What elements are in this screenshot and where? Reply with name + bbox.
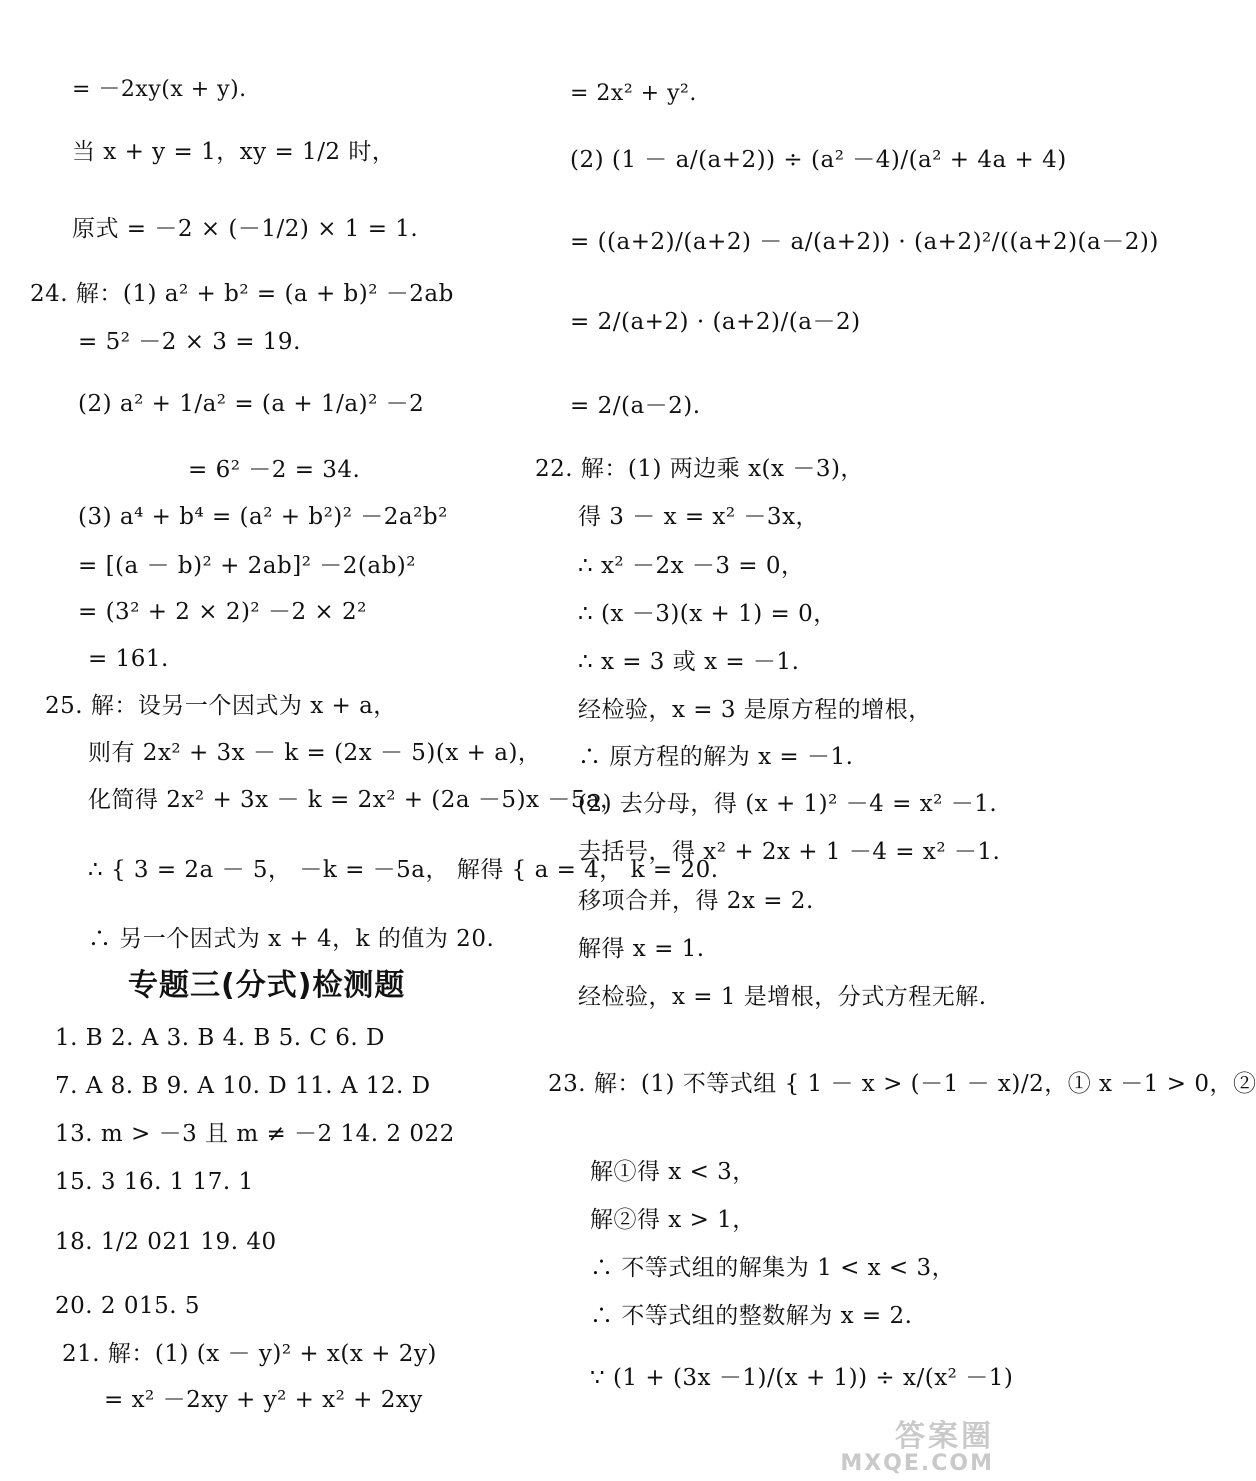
q22-line-12: 经检验，x = 1 是增根，分式方程无解. <box>578 984 987 1010</box>
q23-line-3: 解②得 x > 1， <box>590 1207 756 1233</box>
watermark-url: MXQE.COM <box>840 1451 994 1476</box>
q24-line-5: (3) a⁴ + b⁴ = (a² + b²)² －2a²b² <box>78 504 448 530</box>
q21-cont-1: = 2x² + y². <box>570 81 697 106</box>
q23-line-1: 23. 解：(1) 不等式组 { 1 － x > (－1 － x)/2，① x －1 > 0，② <box>548 1071 1256 1097</box>
answers-line-4: 15. 3 16. 1 17. 1 <box>55 1169 254 1195</box>
q24-line-1: 24. 解：(1) a² + b² = (a + b)² －2ab <box>30 281 454 307</box>
q21-cont-3: = ((a+2)/(a+2) － a/(a+2)) · (a+2)²/((a+2)(a－2)) <box>570 229 1159 255</box>
q23-line-5: ∴ 不等式组的整数解为 x = 2. <box>590 1303 913 1329</box>
q22-line-2: 得 3 － x = x² －3x， <box>578 504 820 530</box>
answers-line-3: 13. m > －3 且 m ≠ －2 14. 2 022 <box>55 1121 455 1147</box>
q21-cont-2: (2) (1 － a/(a+2)) ÷ (a² －4)/(a² + 4a + 4) <box>570 147 1067 173</box>
q24-line-2: = 5² －2 × 3 = 19. <box>78 329 301 355</box>
q22-line-3: ∴ x² －2x －3 = 0， <box>578 553 805 579</box>
q21-line-1: 21. 解：(1) (x － y)² + x(x + 2y) <box>62 1341 437 1367</box>
q23-line-2: 解①得 x < 3， <box>590 1159 756 1185</box>
q25-line-3: 化简得 2x² + 3x － k = 2x² + (2a －5)x －5a， <box>88 787 624 813</box>
section-title: 专题三(分式)检测题 <box>128 968 406 1003</box>
q21-cont-5: = 2/(a－2). <box>570 393 701 419</box>
q24-line-7: = (3² + 2 × 2)² －2 × 2² <box>78 599 367 625</box>
q24-line-4: = 6² －2 = 34. <box>188 457 361 483</box>
q22-line-9: 去括号，得 x² + 2x + 1 －4 = x² －1. <box>578 839 1001 865</box>
q22-line-10: 移项合并，得 2x = 2. <box>578 888 814 914</box>
line-top-2: 当 x + y = 1，xy = 1/2 时， <box>72 139 396 165</box>
q25-line-2: 则有 2x² + 3x － k = (2x － 5)(x + a)， <box>88 740 542 766</box>
q22-line-7: ∴ 原方程的解为 x = －1. <box>578 744 854 770</box>
q25-line-1: 25. 解：设另一个因式为 x + a， <box>45 693 397 719</box>
watermark <box>840 1421 994 1475</box>
answers-line-6: 20. 2 015. 5 <box>55 1293 200 1319</box>
answers-line-5: 18. 1/2 021 19. 40 <box>55 1229 277 1255</box>
q22-line-8: (2) 去分母，得 (x + 1)² －4 = x² －1. <box>578 791 998 817</box>
q24-line-8: = 161. <box>88 646 169 672</box>
answers-line-2: 7. A 8. B 9. A 10. D 11. A 12. D <box>55 1073 431 1099</box>
q23-line-4: ∴ 不等式组的解集为 1 < x < 3， <box>590 1255 956 1281</box>
line-top-1: = －2xy(x + y). <box>72 77 247 102</box>
q24-line-3: (2) a² + 1/a² = (a + 1/a)² －2 <box>78 391 425 417</box>
q24-line-6: = [(a － b)² + 2ab]² －2(ab)² <box>78 553 416 579</box>
q22-line-5: ∴ x = 3 或 x = －1. <box>578 649 800 675</box>
line-top-3: 原式 = －2 × (－1/2) × 1 = 1. <box>72 216 419 242</box>
q22-line-6: 经检验，x = 3 是原方程的增根， <box>578 697 932 723</box>
q25-line-4: ∴ { 3 = 2a － 5， －k = －5a， 解得 { a = 4， k = 20. <box>88 857 719 883</box>
q21-line-2: = x² －2xy + y² + x² + 2xy <box>104 1387 423 1413</box>
answers-line-1: 1. B 2. A 3. B 4. B 5. C 6. D <box>55 1025 385 1051</box>
q25-line-5: ∴ 另一个因式为 x + 4，k 的值为 20. <box>88 926 495 952</box>
q22-line-11: 解得 x = 1. <box>578 936 705 962</box>
q21-cont-4: = 2/(a+2) · (a+2)/(a－2) <box>570 309 861 335</box>
q23-line-6: ∵ (1 + (3x －1)/(x + 1)) ÷ x/(x² －1) <box>590 1365 1014 1391</box>
watermark-main: 答案圈 <box>895 1419 994 1454</box>
q22-line-4: ∴ (x －3)(x + 1) = 0， <box>578 601 837 627</box>
q22-line-1: 22. 解：(1) 两边乘 x(x －3)， <box>535 456 864 482</box>
